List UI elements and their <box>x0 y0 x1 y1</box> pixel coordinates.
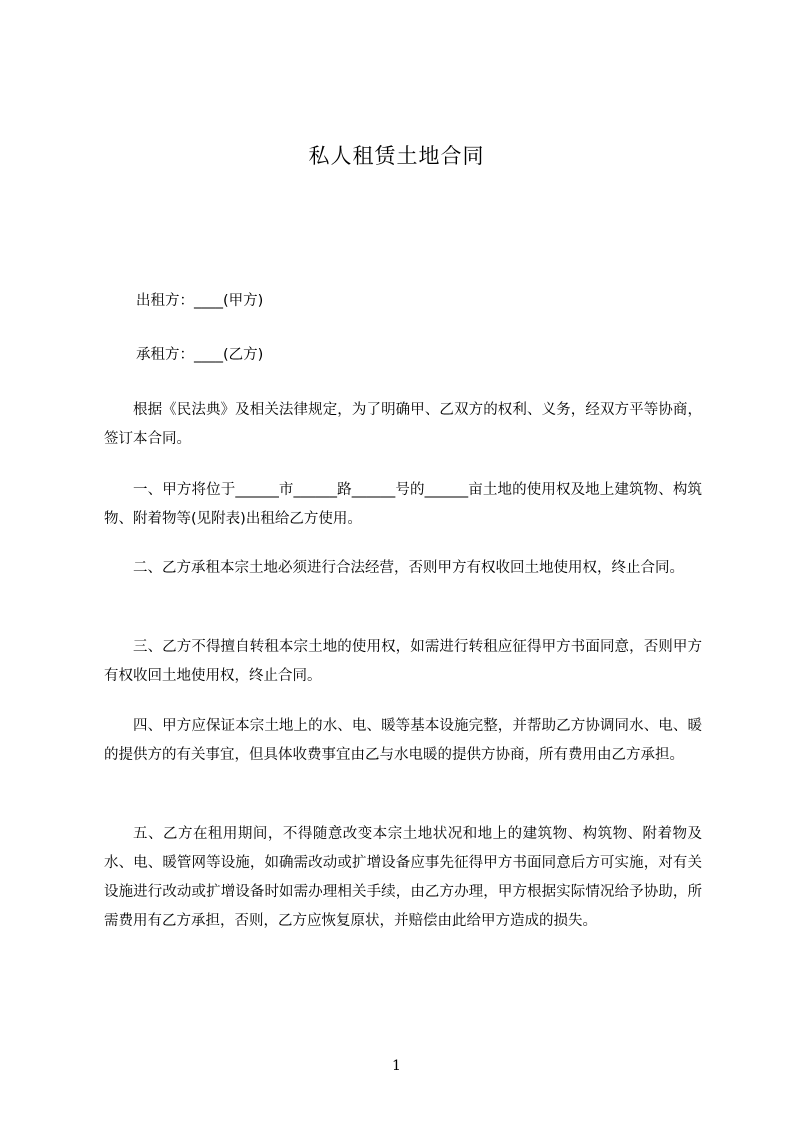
clause-5-paragraph: 五、乙方在租用期间，不得随意改变本宗土地状况和地上的建筑物、构筑物、附着物及水、电、暖管网等设施，如确需改动或扩增设备应事先征得甲方书面同意后方可实施，对有关设施进行改动或扩增设备时如需办理相关手续，由乙方办理，甲方根据实际情况给予协助，所需费用有乙方承担，否则，乙方应恢复原状，并赔偿由此给甲方造成的损失。 <box>104 826 702 929</box>
document-title: 私人租赁土地合同 <box>308 144 485 168</box>
clause-3-paragraph: 三、乙方不得擅自转租本宗土地的使用权，如需进行转租应征得甲方书面同意，否则甲方有权收回土地使用权，终止合同。 <box>104 639 702 684</box>
preamble-paragraph: 根据《民法典》及相关法律规定，为了明确甲、乙双方的权利、义务，经双方平等协商，签订本合同。 <box>104 402 702 447</box>
clause-2-paragraph: 二、乙方承租本宗土地必须进行合法经营，否则甲方有权收回土地使用权，终止合同。 <box>133 560 684 576</box>
lessor-line: 出租方：____(甲方) <box>136 293 264 309</box>
lessee-line: 承租方：____(乙方) <box>136 347 264 363</box>
clause-1-paragraph: 一、甲方将位于______市______路______号的______亩土地的使用权及地上建筑物、构筑物、附着物等(见附表)出租给乙方使用。 <box>104 482 702 527</box>
clause-4-paragraph: 四、甲方应保证本宗土地上的水、电、暖等基本设施完整，并帮助乙方协调同水、电、暖的提供方的有关事宜，但具体收费事宜由乙与水电暖的提供方协商，所有费用由乙方承担。 <box>104 718 702 763</box>
page-number: 1 <box>392 1058 401 1074</box>
